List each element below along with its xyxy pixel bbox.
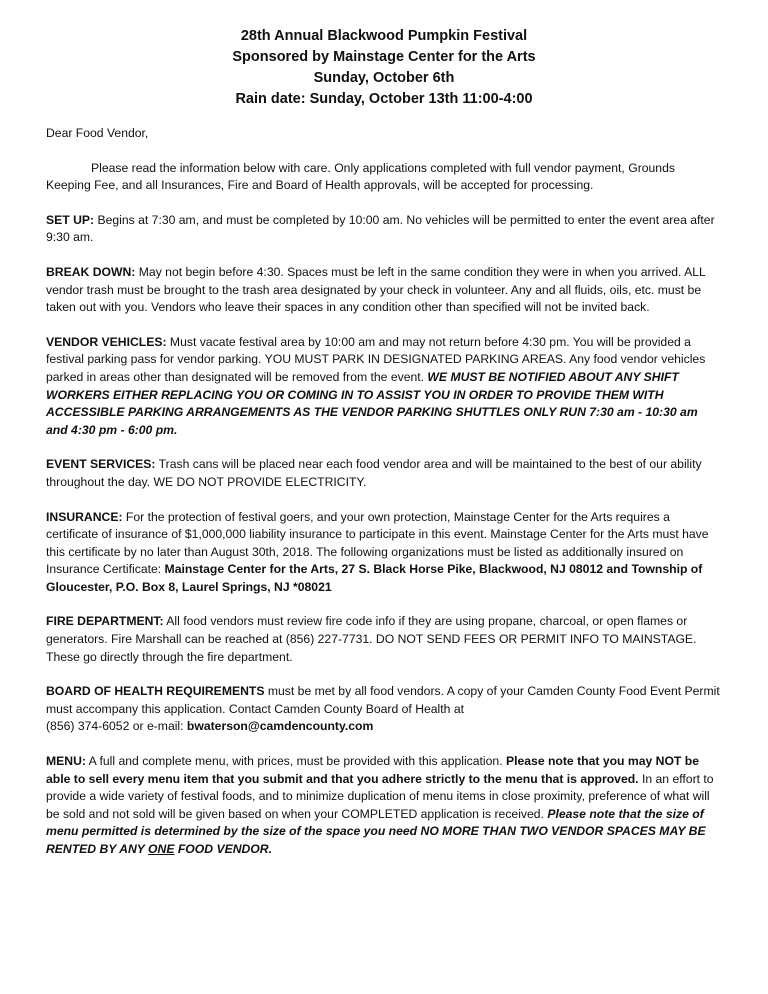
setup-section <box>46 212 722 247</box>
insurance-label: INSURANCE: <box>46 509 123 524</box>
document-page <box>46 26 722 876</box>
health-text: must be met by all food vendors. A copy of your Camden County Food Event Permit must accompany this application. Contact Camden County Board of Health at <box>46 684 720 716</box>
menu-preference-text: In an effort to provide a wide variety of festival foods, and to minimize duplication of menu items in close proximity, preference of what will be sold and not sold will be given based on when your COMPLETED application is received. <box>46 771 714 821</box>
fire-label: FIRE DEPARTMENT: <box>46 614 164 629</box>
fire-section <box>46 613 722 666</box>
health-section <box>46 683 722 736</box>
insured-parties: Mainstage Center for the Arts, 27 S. Black Horse Pike, Blackwood, NJ 08012 and Township of Gloucester, P.O. Box 8, Laurel Springs, NJ *08021 <box>46 562 703 594</box>
vehicles-label: VENDOR VEHICLES: <box>46 334 167 349</box>
vehicles-text: Must vacate festival area by 10:00 am and may not return before 4:30 pm. You will be provided a festival parking pass for vendor parking. YOU MUST PARK IN DESIGNATED PARKING AREAS. Any food vendor vehicles parked in areas other than designated will be removed from the event. <box>46 334 706 384</box>
menu-label: MENU: <box>46 754 86 769</box>
festival-title: 28th Annual Blackwood Pumpkin Festival <box>240 28 528 44</box>
menu-size-notice: Please note that the size of menu permitted is determined by the size of the space you need NO MORE THAN TWO VENDOR SPACES MAY BE RENTED BY ANY <box>46 806 706 856</box>
menu-section <box>46 753 722 859</box>
intro-text: Please read the information below with care. Only applications completed with full vendor payment, Grounds Keeping Fee, and all Insurances, Fire and Board of Health approvals, will be accepted for processing. <box>46 160 675 193</box>
setup-text: Begins at 7:30 am, and must be completed by 10:00 am. No vehicles will be permitted to enter the event area after 9:30 am. <box>46 212 715 245</box>
vehicles-section <box>46 334 722 440</box>
health-label: BOARD OF HEALTH REQUIREMENTS <box>46 684 265 699</box>
vehicles-notice: WE MUST BE NOTIFIED ABOUT ANY SHIFT WORKERS EITHER REPLACING YOU OR COMING IN TO ASSIST YOU IN ORDER TO PROVIDE THEM WITH ACCESSIBLE PARKING ARRANGEMENTS AS THE VENDOR PARKING SHUTTLES ONLY RUN 7:30 am - 10:30 am and 4:30 pm - 6:00 pm. <box>46 369 698 437</box>
services-text: Trash cans will be placed near each food vendor area and will be maintained to the best of our ability throughout the day. WE DO NOT PROVIDE ELECTRICITY. <box>46 457 702 489</box>
services-label: EVENT SERVICES: <box>46 457 156 472</box>
intro-paragraph <box>46 160 722 195</box>
insurance-text: For the protection of festival goers, and your own protection, Mainstage Center for the Arts requires a certificate of insurance of $1,000,000 liability insurance to participate in this event. Mainstage Center for the Arts must have this certificate by no later than August 30th, 2018. The following organizations must be listed as additionally insured on Insurance Certificate: <box>46 509 709 577</box>
document-header <box>46 26 722 110</box>
health-contact: (856) 374-6052 or e-mail: <box>46 719 187 734</box>
breakdown-section <box>46 264 722 317</box>
letter-body <box>46 125 722 859</box>
menu-notice-tail: FOOD VENDOR. <box>174 842 272 856</box>
menu-approval-note: Please note that you may NOT be able to sell every menu item that you submit and that you adhere strictly to the menu that is approved. <box>46 754 699 786</box>
menu-text: A full and complete menu, with prices, must be provided with this application. <box>85 754 506 769</box>
sponsor-line: Sponsored by Mainstage Center for the Arts <box>232 49 536 65</box>
breakdown-text: May not begin before 4:30. Spaces must be left in the same condition they were in when you arrived. ALL vendor trash must be brought to the trash area designated by your check in volunteer. Any and all fluids, oils, etc. must be taken out with you. Vendors who leave their spaces in any condition other than specified will not be invited back. <box>46 264 706 315</box>
setup-label: SET UP: <box>46 212 95 227</box>
breakdown-label: BREAK DOWN: <box>46 264 136 279</box>
event-date: Sunday, October 6th <box>313 70 455 86</box>
rain-date: Rain date: Sunday, October 13th 11:00-4:00 <box>235 91 533 107</box>
insurance-section <box>46 509 722 597</box>
services-section <box>46 456 722 491</box>
health-email-link[interactable]: bwaterson@camdencounty.com <box>186 719 374 734</box>
salutation: Dear Food Vendor, <box>46 126 149 140</box>
menu-one-emphasis: ONE <box>148 842 175 856</box>
fire-text: All food vendors must review fire code info if they are using propane, charcoal, or open flames or generators. Fire Marshall can be reached at (856) 227-7731. DO NOT SEND FEES OR PERMIT INFO TO MAINSTAGE. These go directly through the fire department. <box>46 614 697 664</box>
